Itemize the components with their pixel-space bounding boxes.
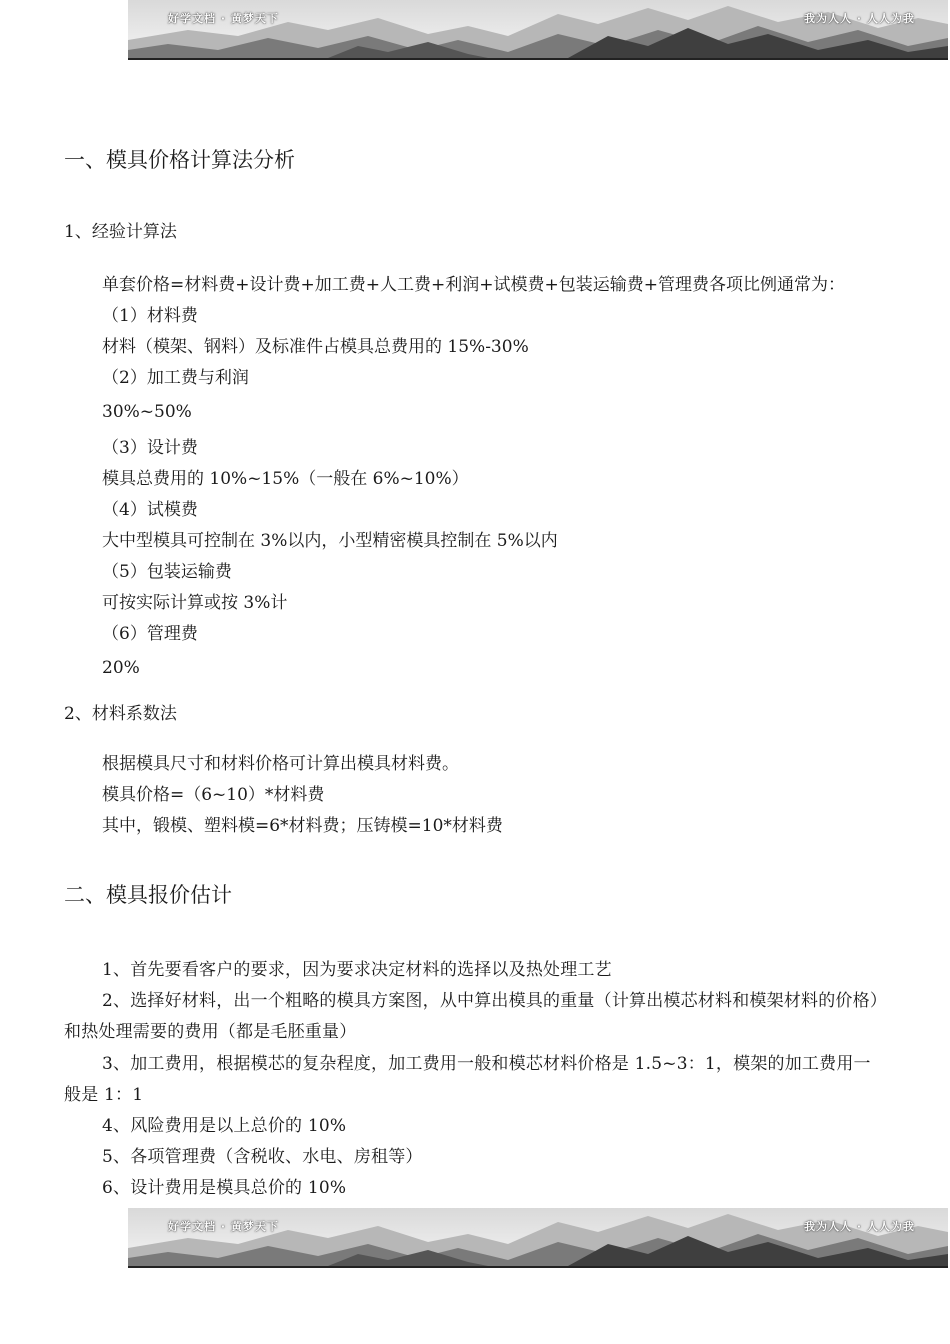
material-line: 其中，锻模、塑料模=6*材料费；压铸模=10*材料费 xyxy=(102,816,503,836)
price-formula: 单套价格=材料费+设计费+加工费+人工费+利润+试模费+包装运输费+管理费各项比例通常为： xyxy=(102,275,845,295)
section-2-title: 二、模具报价估计 xyxy=(64,883,232,907)
banner-left-slogan: 好学文档 · 黄梦天下 xyxy=(168,1220,279,1233)
mountain-landscape-image xyxy=(128,1208,948,1266)
item-text: 模具总费用的 10%~15%（一般在 6%~10%） xyxy=(102,469,469,489)
subsection-1-title: 1、经验计算法 xyxy=(64,222,177,242)
quote-item: 5、各项管理费（含税收、水电、房租等） xyxy=(102,1147,423,1167)
item-label: （2）加工费与利润 xyxy=(102,368,249,388)
item-text: 30%~50% xyxy=(102,402,192,422)
item-text: 20% xyxy=(102,658,140,678)
header-banner xyxy=(128,0,948,60)
quote-item: 3、加工费用，根据模芯的复杂程度，加工费用一般和模芯材料价格是 1.5~3：1，模架的加工费用一般是 1：1 xyxy=(64,1054,871,1105)
quote-item: 1、首先要看客户的要求，因为要求决定材料的选择以及热处理工艺 xyxy=(102,960,612,980)
quote-item: 4、风险费用是以上总价的 10% xyxy=(102,1116,347,1136)
mountain-landscape-image xyxy=(128,0,948,58)
quote-item: 2、选择好材料，出一个粗略的模具方案图，从中算出模具的重量（计算出模芯材料和模架材料的价格）和热处理需要的费用（都是毛胚重量） xyxy=(64,991,879,1042)
section-1-title: 一、模具价格计算法分析 xyxy=(64,148,295,172)
item-label: （1）材料费 xyxy=(102,306,198,326)
material-line: 根据模具尺寸和材料价格可计算出模具材料费。 xyxy=(102,754,459,774)
banner-right-slogan: 我为人人 · 人人为我 xyxy=(804,12,915,25)
item-text: 可按实际计算或按 3%计 xyxy=(102,593,288,613)
item-label: （5）包装运输费 xyxy=(102,562,232,582)
item-label: （6）管理费 xyxy=(102,624,198,644)
item-label: （3）设计费 xyxy=(102,438,198,458)
footer-banner xyxy=(128,1208,948,1268)
subsection-2-title: 2、材料系数法 xyxy=(64,704,177,724)
banner-right-slogan: 我为人人 · 人人为我 xyxy=(804,1220,915,1233)
item-label: （4）试模费 xyxy=(102,500,198,520)
material-line: 模具价格=（6~10）*材料费 xyxy=(102,785,325,805)
item-text: 材料（模架、钢料）及标准件占模具总费用的 15%-30% xyxy=(102,337,529,357)
banner-left-slogan: 好学文档 · 黄梦天下 xyxy=(168,12,279,25)
quote-item: 6、设计费用是模具总价的 10% xyxy=(102,1178,347,1198)
item-text: 大中型模具可控制在 3%以内，小型精密模具控制在 5%以内 xyxy=(102,531,558,551)
